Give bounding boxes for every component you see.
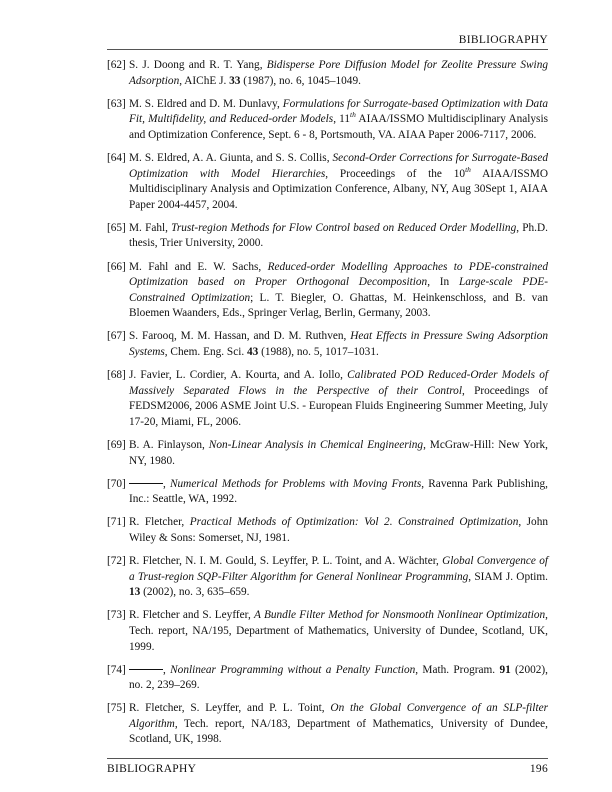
entry-text: (2002), no. 2, 239–269. (129, 663, 548, 692)
bibliography-entry (107, 663, 548, 694)
entry-text: M. Fahl and E. W. Sachs, (129, 260, 268, 273)
footer-chapter: BIBLIOGRAPHY (107, 763, 197, 775)
entry-number: [66] (107, 260, 126, 273)
entry-title: Non-Linear Analysis in Chemical Engineering (208, 438, 424, 451)
superscript: th (465, 164, 471, 174)
entry-text: , Ph.D. thesis, Trier University, 2000. (129, 221, 548, 250)
running-header: BIBLIOGRAPHY (458, 34, 548, 46)
entry-text: , Proceedings of FEDSM2006, 2006 ASME Joint U.S. - European Fluids Engineering Summer Meeting, July 17-20, Miami, FL, 2006. (129, 384, 548, 428)
volume-number: 91 (499, 663, 511, 676)
bibliography-entry (107, 151, 548, 213)
entry-text: , AIChE J. (179, 74, 230, 87)
bibliography-entry (107, 477, 548, 508)
entry-text: , McGraw-Hill: New York, NY, 1980. (129, 438, 548, 467)
entry-text: M. S. Eldred, A. A. Giunta, and S. S. Collis, (129, 151, 333, 164)
entry-number: [64] (107, 151, 126, 164)
entry-number: [68] (107, 369, 126, 382)
repeated-author-dash (129, 669, 163, 670)
entry-title: Trust-region Methods for Flow Control based on Reduced Order Modelling (171, 221, 517, 234)
header-rule (107, 49, 548, 50)
bibliography-entry (107, 97, 548, 144)
entry-text: S. Farooq, M. M. Hassan, and D. M. Ruthven, (129, 330, 351, 343)
volume-number: 43 (247, 346, 259, 358)
entry-number: [74] (107, 663, 126, 676)
entry-number: [67] (107, 330, 126, 343)
entry-text: AIAA/ISSMO Multidisciplinary Analysis and Optimization Conference, Albany, NY, Aug 30Sept 1, AIAA Paper 2004-4457, 2004. (129, 167, 548, 211)
entry-title: Bidisperse Pore Diffusion Model for Zeolite Pressure Swing Adsorption (129, 59, 548, 87)
entry-text: R. Fletcher, (129, 516, 190, 529)
entry-title: Calibrated POD Reduced-Order Models of Massively Separated Flows in the Perspective of their Control (129, 369, 548, 397)
bibliography-list (107, 58, 548, 756)
entry-number: [70] (107, 477, 126, 490)
bibliography-entry (107, 701, 548, 748)
entry-title: Heat Effects in Pressure Swing Adsorption Systems (129, 330, 549, 358)
entry-number: [63] (107, 97, 126, 110)
bibliography-entry (107, 260, 548, 322)
entry-text: R. Fletcher, S. Leyffer, and P. L. Toint, (129, 702, 331, 715)
page-footer (107, 763, 548, 775)
entry-text: ; L. T. Biegler, O. Ghattas, M. Heinkenschloss, and B. van Bloemen Waanders, Eds., Springer Verlag, Berlin, Germany, 2003. (129, 291, 548, 320)
entry-number: [69] (107, 438, 126, 451)
entry-title: Reduced-order Modelling Approaches to PDE-constrained Optimization based on Proper Orthogonal Decomposition (129, 260, 548, 289)
bibliography-entry (107, 515, 548, 546)
entry-text: , In (427, 276, 459, 289)
bibliography-entry (107, 438, 548, 469)
footer-rule (107, 758, 548, 759)
entry-text: , Chem. Eng. Sci. (164, 346, 247, 358)
entry-text: R. Fletcher, N. I. M. Gould, S. Leyffer, P. L. Toint, and A. Wächter, (129, 555, 443, 568)
entry-title: Global Convergence of a Trust-region SQP-Filter Algorithm for General Nonlinear Programming (129, 555, 548, 583)
page-number: 196 (529, 763, 548, 775)
bibliography-entry (107, 221, 548, 252)
entry-text: AIAA/ISSMO Multidisciplinary Analysis and Optimization Conference, Sept. 6 - 8, Portsmouth, VA. AIAA Paper 2006-7117, 2006. (129, 113, 548, 141)
entry-text: , John Wiley & Sons: Somerset, NJ, 1981. (129, 516, 548, 544)
entry-number: [75] (107, 702, 126, 715)
entry-text: (2002), no. 3, 635–659. (140, 586, 250, 599)
entry-text: , (163, 663, 171, 676)
entry-title: On the Global Convergence of an SLP-filter Algorithm (129, 702, 548, 730)
entry-number: [62] (107, 59, 126, 71)
entry-text: , 11 (333, 113, 351, 126)
entry-text: , Math. Program. (415, 663, 500, 676)
entry-number: [71] (107, 516, 126, 529)
entry-text: (1987), no. 6, 1045–1049. (240, 74, 361, 87)
entry-text: R. Fletcher and S. Leyffer, (129, 609, 255, 622)
bibliography-entry (107, 58, 548, 89)
entry-title: Formulations for Surrogate-based Optimization with Data Fit, Multifidelity, and Reduced-order Models (129, 97, 548, 126)
entry-text: , Proceedings of the 10 (325, 167, 466, 180)
entry-title: Practical Methods of Optimization: Vol 2. Constrained Optimization (189, 516, 519, 529)
entry-text: , (163, 477, 170, 490)
volume-number: 33 (229, 74, 241, 87)
entry-text: (1988), no. 5, 1017–1031. (258, 346, 379, 358)
entry-text: , Tech. report, NA/195, Department of Mathematics, University of Dundee, Scotland, UK, 1999. (129, 609, 548, 653)
entry-text: , Tech. report, NA/183, Department of Mathematics, University of Dundee, Scotland, UK, 1998. (129, 717, 548, 746)
volume-number: 13 (129, 586, 141, 599)
repeated-author-dash (129, 483, 163, 484)
entry-number: [72] (107, 555, 126, 568)
bibliography-entry (107, 329, 548, 360)
superscript: th (350, 110, 356, 120)
bibliography-entry (107, 608, 548, 655)
entry-title: Large-scale PDE-Constrained Optimization (129, 276, 548, 304)
bibliography-entry (107, 554, 548, 601)
entry-text: S. J. Doong and R. T. Yang, (129, 59, 267, 71)
entry-text: M. S. Eldred and D. M. Dunlavy, (129, 97, 283, 110)
entry-title: A Bundle Filter Method for Nonsmooth Nonlinear Optimization (254, 609, 546, 622)
entry-title: Numerical Methods for Problems with Moving Fronts (169, 477, 422, 490)
entry-text: , SIAM J. Optim. (468, 570, 548, 583)
entry-title: Nonlinear Programming without a Penalty Function (170, 663, 416, 676)
entry-text: M. Fahl, (129, 221, 172, 234)
bibliography-entry (107, 368, 548, 430)
entry-text: J. Favier, L. Cordier, A. Kourta, and A. Iollo, (129, 369, 348, 382)
entry-text: B. A. Finlayson, (129, 438, 209, 451)
entry-title: Second-Order Corrections for Surrogate-Based Optimization with Model Hierarchies (129, 151, 548, 180)
entry-number: [65] (107, 221, 126, 234)
entry-number: [73] (107, 609, 126, 622)
entry-text: , Ravenna Park Publishing, Inc.: Seattle, WA, 1992. (129, 477, 548, 506)
